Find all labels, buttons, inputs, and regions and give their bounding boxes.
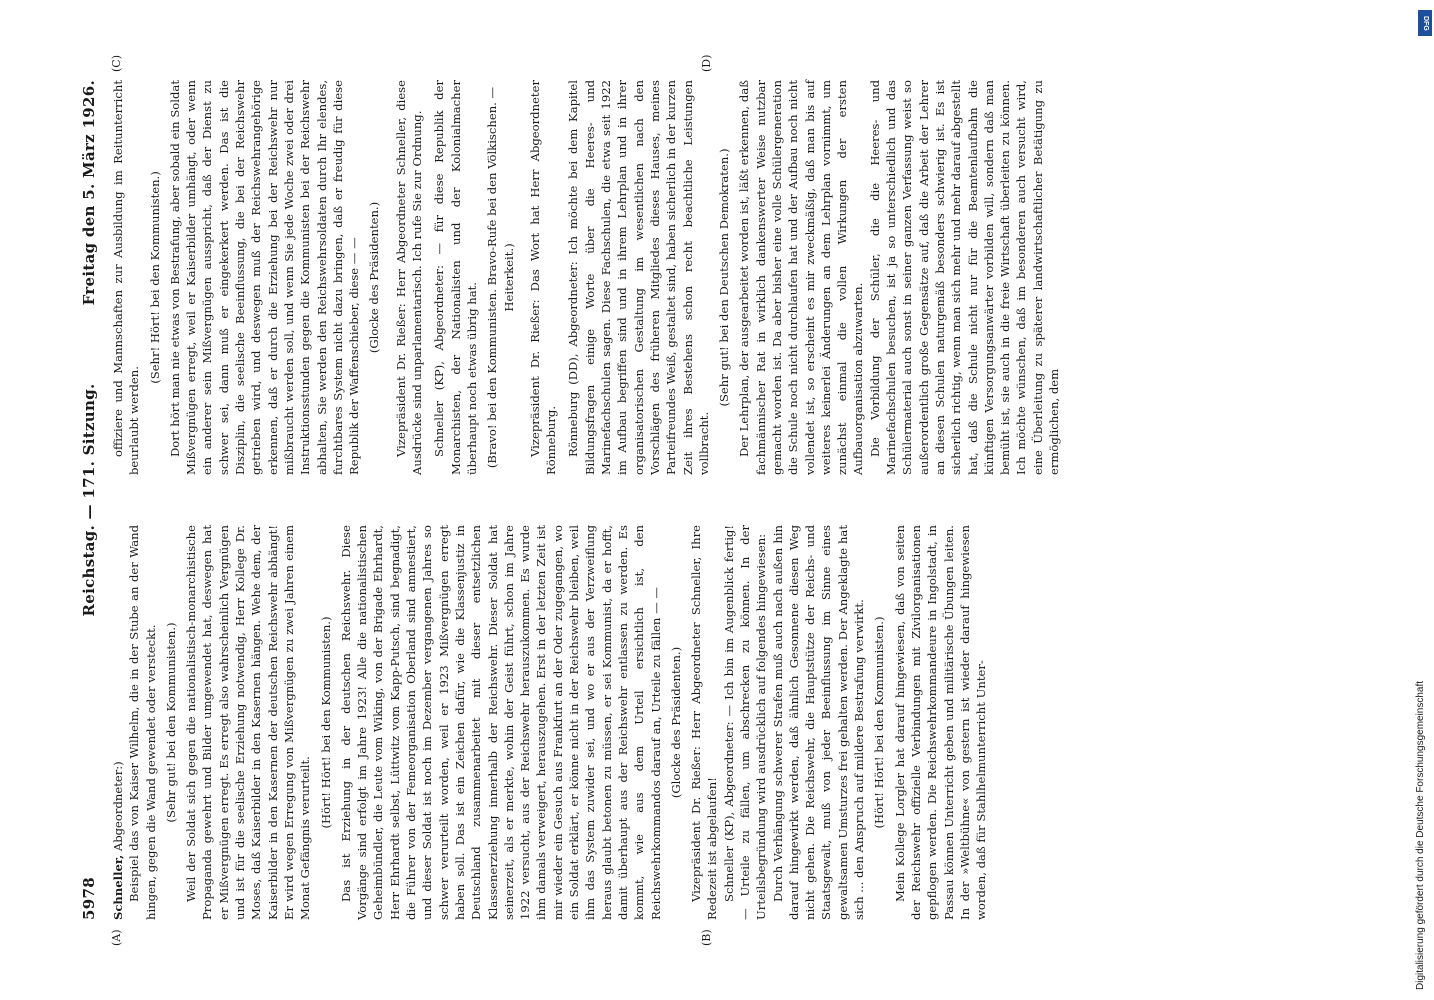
margin-marker-c: (C) — [110, 55, 123, 72]
page-header — [80, 80, 104, 920]
digitization-note: Digitalisierung gefördert durch die Deutsche Forschungsgemeinschaft — [1415, 680, 1426, 990]
page-number: 5978 — [80, 877, 98, 920]
paragraph: Rönneburg (DD), Abgeordneter: Ich möchte bei dem Kapitel Bildungsfragen einige Worte über die Heeres- und Marinefachschulen sagen. Diese Fachschulen, die etwa seit 1922 im Aufbau begriffen sind und in ihrem Lehrplan und in ihrer organisatorischen Gestaltung im wesentlichen nach den Vorschlägen des früheren Mitgliedes dieses Hauses, meines Parteifreundes Weiß, gestaltet sind, haben sicherlich in der kurzen Zeit ihres Bestehens schon recht beachtliche Leistungen vollbracht. — [566, 80, 711, 475]
interjection: (Hört! Hört! bei den Kommunisten.) — [872, 616, 887, 829]
rotated-document-page — [80, 54, 1410, 946]
dfg-logo: DFG — [1418, 10, 1432, 36]
interjection: (Bravo! bei den Kommunisten. Bravo-Rufe bei den Völkischen. — Heiterkeit.) — [485, 86, 516, 469]
paragraph: Der Lehrplan, der ausgearbeitet worden ist, läßt erkennen, daß fachmännischer Rat in wirklich dankenswerter Weise nutzbar gemacht worden ist. Da aber bisher eine volle Schülergeneration die Schule noch nicht durchlaufen hat und der Aufbau noch nicht vollendet ist, so erscheint es mir zweckmäßig, daß man bis auf weiteres keinerlei Änderungen an dem Lehrplan vornimmt, um zunächst einmal die vollen Wirkungen der ersten Aufbauorganisation abzuwarten. — [737, 80, 866, 475]
paragraph: Beispiel das von Kaiser Wilhelm, die in der Stube an der Wand hingen, gegen die Wand gewendet oder versteckt. — [127, 525, 158, 920]
paragraph: Schneller (KP), Abgeordneter: — für diese Republik der Monarchisten, der Nationalisten und der Kolonialmacher überhaupt noch etwas übrig hat. — [432, 80, 479, 475]
paragraph: Weil der Soldat sich gegen die nationalistisch-monarchistische Propaganda gewehrt und Bilder umgewendet hat, deswegen hat er Mißvergnügen erregt. Es erregt also wahrscheinlich Vergnügen und ist für die seelische Erziehung notwendig, Herr Kollege Dr. Moses, daß Kaiserbilder in den Kasernen hängen. Wehe dem, der Kaiserbilder in den Kasernen der deutschen Reichswehr abhängt! Er wird wegen Erregung von Mißvergnügen zu zwei Jahren einem Monat Gefängnis verurteilt. — [184, 525, 313, 920]
paragraph: Durch Verhängung schwerer Strafen muß auch nach außen hin darauf hingewirkt werden, daß ähnlich Gesonnene diesen Weg nicht gehen. Die Reichswehr, die Hauptstütze der Reichs- und Staatsgewalt, muß von jeder Beeinflussung im Sinne eines gewaltsamen Umsturzes frei gehalten werden. Der Angeklagte hat sich ... den Anspruch auf mildere Bestrafung verwirkt. — [770, 525, 867, 920]
interjection: (Hört! Hört! bei den Kommunisten.) — [318, 616, 333, 829]
interjection: (Sehr gut! bei den Deutschen Demokraten.) — [717, 148, 732, 407]
speaker-name: Schneller, — [111, 854, 125, 920]
interjection: (Glocke des Präsidenten.) — [367, 201, 382, 354]
side-note — [1415, 10, 1433, 990]
paragraph: offiziere und Mannschaften zur Ausbildung im Reitunterricht beurlaubt werden. — [111, 80, 142, 475]
interjection: (Sehr! Hört! bei den Kommunisten.) — [147, 171, 162, 384]
paragraph: Die Vorbildung der Schüler, die die Heeres- und Marinefachschulen besuchen, ist ja so unterschiedlich und das Schülermaterial auch sonst in seiner ganzen Verfassung weist so außerordentlich große Gegensätze auf, daß die Arbeit der Lehrer an diesen Schulen naturgemäß besonders schwierig ist. Es ist sicherlich richtig, wenn man sich mehr und mehr darauf abgestellt hat, daß die Schule nicht nur für die Beamtenlaufbahn die künftigen Versorgungsanwärter vorbilden will, sondern daß man bemüht ist, sie auch in die freie Wirtschaft überleiten zu können. Ich möchte wünschen, daß im besonderen auch versucht wird, eine Überleitung zu späterer landwirtschaftlicher Betätigung zu ermöglichen, dem — [867, 80, 1062, 475]
margin-marker-a: (A) — [110, 929, 123, 946]
margin-marker-d: (D) — [700, 54, 713, 72]
paragraph: Vizepräsident Dr. Rießer: Herr Abgeordneter Schneller, diese Ausdrücke sind unparlamentarisch. Ich rufe Sie zur Ordnung. — [393, 80, 425, 475]
margin-marker-b: (B) — [700, 929, 713, 946]
paragraph: Vizepräsident Dr. Rießer: Herr Abgeordneter Schneller, Ihre Redezeit ist abgelaufen! — [689, 525, 720, 920]
session-date: Freitag den 5. März 1926. — [80, 80, 98, 306]
paragraph: Dort hört man nie etwas von Bestrafung, aber sobald ein Soldat Mißvergnügen erregt, weil er Kaiserbilder umhängt, oder wenn ein anderer sein Mißvergnügen ausspricht, daß der Dienst zu schwer sei, dann muß er eingekerkert werden. Das ist die Disziplin, die seelische Beeinflussung, die bei der Reichswehr getrieben wird, und deswegen muß der Reichswehrangehörige erkennen, daß er durch die Erziehung bei der Reichswehr nur mißbraucht werden soll, und wenn Sie jede Woche zwei oder drei Instruktionsstunden gegen die Kommunisten bei der Reichswehr abhalten, Sie werden den Reichswehrsoldaten durch Ihr elendes, furchtbares System nicht dazu bringen, daß er freudig für diese Republik der Waffenschieber, diese — — — [167, 80, 362, 475]
paragraph: Vizepräsident Dr. Rießer: Das Wort hat Herr Abgeordneter Rönneburg. — [527, 80, 559, 475]
interjection: (Glocke des Präsidenten.) — [668, 646, 683, 799]
left-column — [110, 525, 989, 920]
paragraph: Mein Kollege Lorgler hat darauf hingewiesen, daß von seiten der Reichswehr offizielle Verbindungen mit Zivilorganisationen gepflogen werden. Die Reichswehrkommandeure in Ingolstadt, in Passau können Unterricht geben und militärische Übungen leiten. In der »Weltbühne« von gestern ist wieder darauf hingewiesen worden, daß für Stahlhelmunterricht Unter- — [892, 525, 989, 920]
speaker-role: Abgeordneter:) — [111, 761, 125, 855]
interjection: (Sehr gut! bei den Kommunisten.) — [163, 622, 178, 823]
sitting-text: Reichstag. — 171. Sitzung. — [80, 383, 98, 617]
paragraph: Das ist Erziehung in der deutschen Reichswehr. Diese Vorgänge sind erfolgt im Jahre 1923! Alle die nationalistischen Geheimbündler, die Leute vom Wiking, von der Brigade Ehrhardt, Herr Ehrhardt selbst, Lüttwitz vom Kapp-Putsch, sind begnadigt, die Führer von der Femeorganisation Oberland sind amnestiert, und dieser Soldat ist noch im Dezember vergangenen Jahres so schwer verurteilt worden, weil er 1923 Mißvergnügen erregt haben soll. Das ist ein Zeichen dafür, wie die Klassenjustiz in Deutschland zusammenarbeitet mit dieser entsetzlichen Klassenerziehung innerhalb der Reichswehr. Dieser Soldat hat seinerzeit, als er merkte, wohin der Geist führt, schon im Jahre 1922 versucht, aus der Reichswehr herauszukommen. Es wurde ihm damals verweigert, herauszugehen. Erst in der letzten Zeit ist mir wieder ein Gesuch aus Frankfurt an der Oder zugegangen, wo ein Soldat erklärt, er könne nicht in der Reichswehr bleiben, weil ihm das System zuwider sei, und wo er aus der Verzweiflung heraus glaubt betonen zu müssen, er sei Kommunist, da er hofft, damit überhaupt aus der Reichswehr entlassen zu werden. Es kommt, wie aus dem Urteil ersichtlich ist, den Reichswehrkommandos darauf an, Urteile zu fällen — — — [338, 525, 663, 920]
paragraph: Schneller (KP), Abgeordneter: — Ich bin im Augenblick fertig! — Urteile zu fällen, um abschrecken zu können. In der Urteilsbegründung wird ausdrücklich auf folgendes hingewiesen: — [721, 525, 769, 920]
speaker-line — [110, 525, 126, 920]
right-column — [110, 80, 1062, 475]
